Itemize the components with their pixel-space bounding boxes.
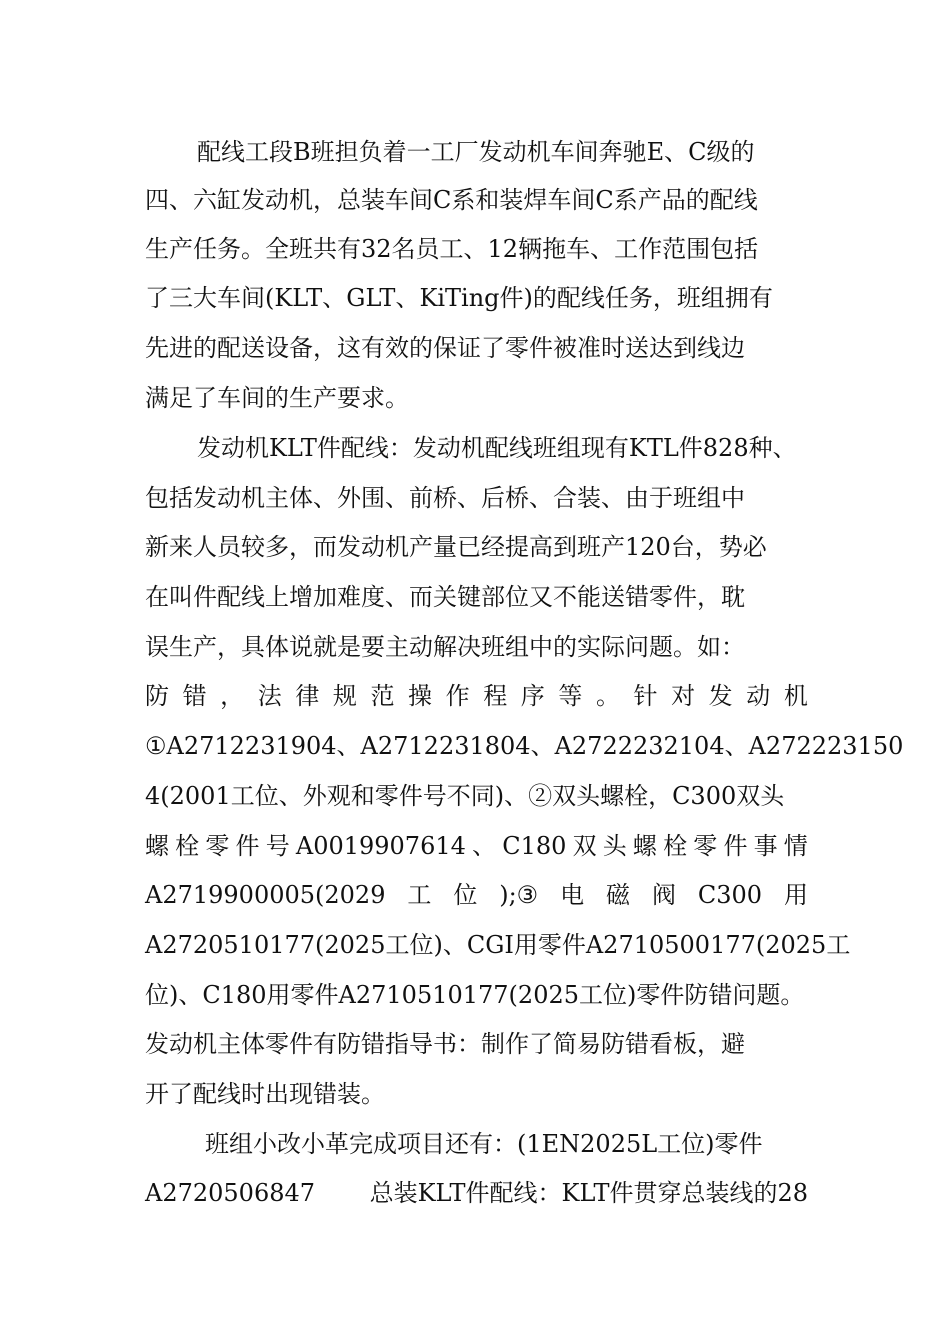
- just-c-6: 阀: [651, 881, 676, 909]
- paragraph-2-line-12: 位)、C180用零件A2710510177(2025工位)零件防错问题。: [145, 981, 805, 1009]
- paragraph-3-line-2: [145, 1168, 808, 1218]
- just-b-12: 零: [693, 832, 718, 860]
- paragraph-1-line-4: 了三大车间(KLT、GLT、KiTing件)的配线任务，班组拥有: [145, 284, 773, 312]
- just-c-3: );③: [499, 881, 539, 909]
- paragraph-2-line-4: 在叫件配线上增加难度、而关键部位又不能送错零件，耽: [145, 583, 745, 611]
- just-a-12: 。: [595, 682, 620, 710]
- just-b-4: 号: [265, 832, 290, 860]
- just-b-10: 螺: [632, 832, 657, 860]
- paragraph-2-line-3: 新来人员较多，而发动机产量已经提高到班产120台，势必: [145, 533, 767, 561]
- just-b-3: 件: [235, 832, 260, 860]
- just-b-15: 情: [783, 832, 808, 860]
- just-a-11: 等: [558, 682, 583, 710]
- just-c-7: C300: [697, 881, 763, 909]
- paragraph-2-line-2: 包括发动机主体、外围、前桥、后桥、合装、由于班组中: [145, 484, 745, 512]
- just-c-2: 位: [453, 881, 478, 909]
- paragraph-3-line-1: 班组小改小革完成项目还有：(1EN2025L工位)零件: [205, 1130, 763, 1158]
- just-a-6: 范: [370, 682, 395, 710]
- just-a-9: 程: [483, 682, 508, 710]
- last-line-right: 总装KLT件配线：KLT件贯穿总装线的28: [369, 1179, 808, 1207]
- just-c-5: 磁: [606, 881, 631, 909]
- just-a-5: 规: [332, 682, 357, 710]
- just-b-9: 头: [602, 832, 627, 860]
- paragraph-2-line-7: ①A2712231904、A2712231804、A2722232104、A272223150: [145, 732, 904, 760]
- just-a-14: 对: [671, 682, 696, 710]
- just-b-11: 栓: [663, 832, 688, 860]
- paragraph-2-line-13: 发动机主体零件有防错指导书：制作了简易防错看板，避: [145, 1030, 745, 1058]
- paragraph-2-line-10: [145, 870, 808, 920]
- paragraph-1-line-1: 配线工段B班担负着一工厂发动机车间奔驰E、C级的: [197, 138, 755, 166]
- paragraph-1-line-5: 先进的配送设备，这有效的保证了零件被准时送达到线边: [145, 334, 745, 362]
- paragraph-1-line-2: 四、六缸发动机，总装车间C系和装焊车间C系产品的配线: [145, 186, 758, 214]
- paragraph-2-line-1: 发动机KLT件配线：发动机配线班组现有KTL件828种、: [197, 434, 797, 462]
- just-a-16: 动: [746, 682, 771, 710]
- just-a-4: 律: [295, 682, 320, 710]
- paragraph-2-line-5: 误生产，具体说就是要主动解决班组中的实际问题。如：: [145, 633, 745, 661]
- just-b-8: 双: [572, 832, 597, 860]
- just-a-1: 错: [182, 682, 207, 710]
- just-a-2: ，: [220, 682, 245, 710]
- paragraph-1-line-3: 生产任务。全班共有32名员工、12辆拖车、工作范围包括: [145, 235, 759, 263]
- just-c-0: A2719900005(2029: [145, 881, 386, 909]
- just-b-2: 零: [205, 832, 230, 860]
- just-a-8: 作: [445, 682, 470, 710]
- just-a-3: 法: [257, 682, 282, 710]
- just-c-8: 用: [783, 881, 808, 909]
- just-b-7: C180: [502, 832, 567, 860]
- last-line-left: A2720506847: [145, 1179, 316, 1207]
- just-b-1: 栓: [175, 832, 200, 860]
- just-b-0: 螺: [145, 832, 169, 860]
- just-b-13: 件: [723, 832, 748, 860]
- just-a-7: 操: [408, 682, 433, 710]
- just-b-14: 事: [753, 832, 778, 860]
- just-a-13: 针: [633, 682, 658, 710]
- just-a-10: 序: [520, 682, 545, 710]
- paragraph-2-line-11: A2720510177(2025工位)、CGI用零件A2710500177(2025工: [145, 931, 851, 959]
- paragraph-2-line-8: 4(2001工位、外观和零件号不同)、②双头螺栓，C300双头: [145, 782, 785, 810]
- just-b-6: 、: [472, 832, 497, 860]
- just-a-15: 发: [708, 682, 733, 710]
- paragraph-2-line-6: [145, 671, 808, 721]
- paragraph-2-line-9: [145, 821, 808, 871]
- just-b-5: A0019907614: [295, 832, 466, 860]
- paragraph-1-line-6: 满足了车间的生产要求。: [145, 384, 409, 412]
- just-c-4: 电: [560, 881, 585, 909]
- just-c-1: 工: [407, 881, 432, 909]
- just-a-0: 防: [145, 682, 169, 710]
- paragraph-2-line-14: 开了配线时出现错装。: [145, 1080, 385, 1108]
- just-a-17: 机: [783, 682, 808, 710]
